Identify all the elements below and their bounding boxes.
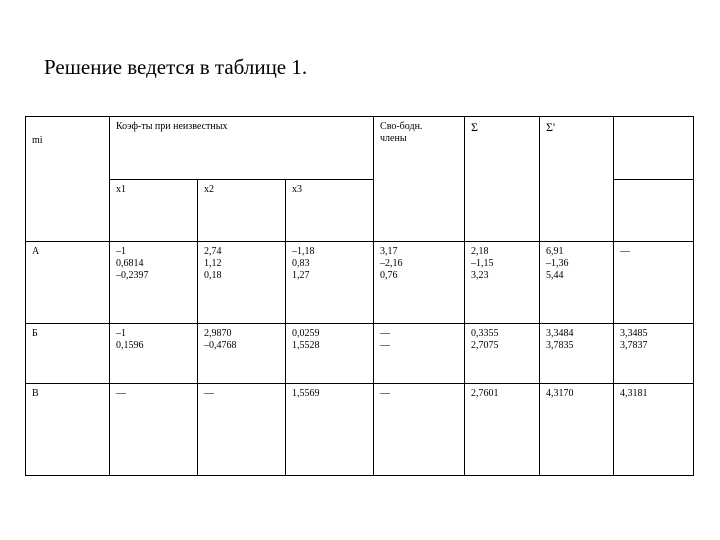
header-var-x2: x2 [204,184,214,195]
table-cell: 1,5569 [286,384,374,476]
header-var-cell [286,180,374,242]
table-cell: 2,7601 [465,384,540,476]
solution-table [25,116,694,476]
header-var-cell [110,180,198,242]
header-var-cell [198,180,286,242]
table-cell: 2,74 1,12 0,18 [198,242,286,324]
page-title: Решение ведется в таблице 1. [44,55,308,79]
header-sum-cell [465,117,540,242]
table-cell: 0,0259 1,5528 [286,324,374,384]
table-cell: –1 0,6814 –0,2397 [110,242,198,324]
table-cell: 0,3355 2,7075 [465,324,540,384]
header-var-x1: x1 [116,184,126,195]
header-empty-cell [614,117,694,180]
table-cell: 4,3170 [540,384,614,476]
table-cell: — — [374,324,465,384]
header-free-cell [374,117,465,242]
table-cell: 3,3484 3,7835 [540,324,614,384]
header-blank-cell [614,180,694,242]
header-mi-cell [26,117,110,242]
table-cell: — [110,384,198,476]
table-cell: 6,91 –1,36 5,44 [540,242,614,324]
header-var-x3: x3 [292,184,302,195]
table-cell: 3,17 –2,16 0,76 [374,242,465,324]
table-row-a [26,242,694,324]
table-cell: — [198,384,286,476]
header-sum-prime: Σ' [546,120,556,134]
table-row-b [26,324,694,384]
row-label: Б [32,328,38,339]
row-label-cell [26,324,110,384]
header-row-1 [26,117,694,180]
header-free-line: члены [380,133,407,144]
row-label-cell [26,384,110,476]
table-cell: — [614,242,694,324]
header-sum: Σ [471,120,479,134]
table-cell: –1 0,1596 [110,324,198,384]
header-coef: Коэф-ты при неизвестных [116,121,228,132]
row-label-cell [26,242,110,324]
header-sum-prime-cell [540,117,614,242]
row-label: В [32,388,39,399]
table-cell: 2,9870 –0,4768 [198,324,286,384]
header-mi: mi [32,135,43,146]
table-row-v [26,384,694,476]
table-cell: 3,3485 3,7837 [614,324,694,384]
header-coef-cell [110,117,374,180]
table-cell: — [374,384,465,476]
row-label: А [32,246,40,257]
table-cell: 4,3181 [614,384,694,476]
header-free-line: Сво-бодн. [380,121,423,132]
table-cell: 2,18 –1,15 3,23 [465,242,540,324]
table-cell: –1,18 0,83 1,27 [286,242,374,324]
